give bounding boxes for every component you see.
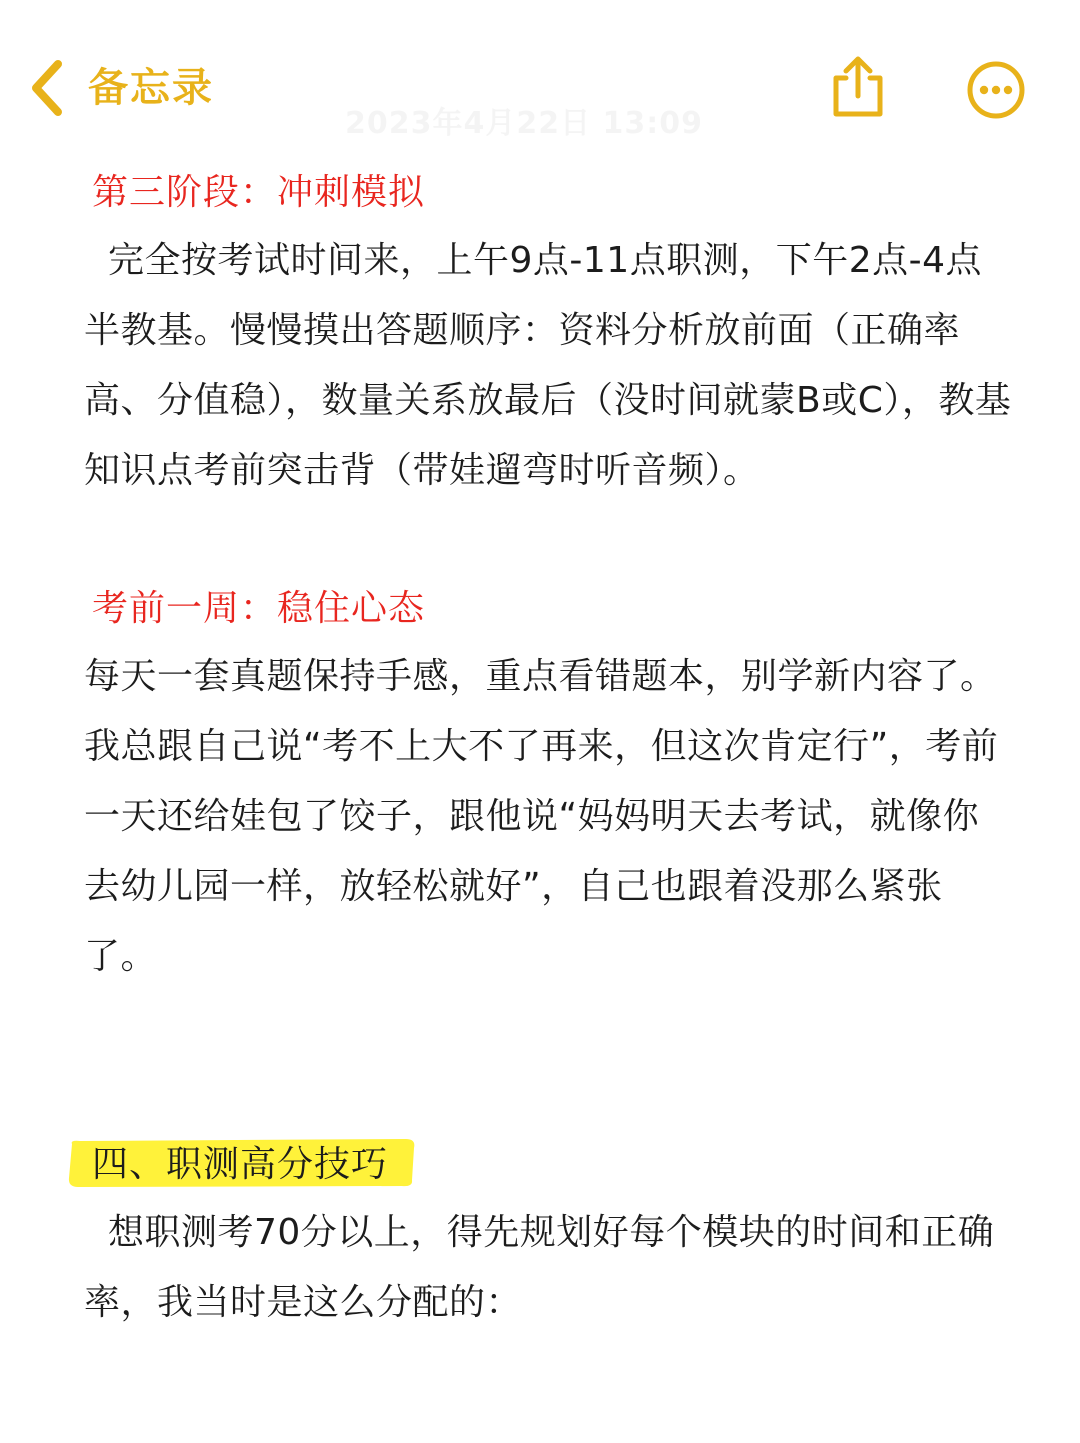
spacer bbox=[84, 992, 1014, 1132]
back-label: 备忘录 bbox=[88, 65, 214, 111]
more-button[interactable] bbox=[966, 60, 1026, 120]
share-icon bbox=[826, 54, 890, 120]
tips-heading-text: 四、职测高分技巧 bbox=[92, 1144, 389, 1185]
note-date bbox=[345, 98, 703, 142]
back-button[interactable] bbox=[28, 58, 214, 118]
week-paragraph: 每天一套真题保持手感，重点看错题本，别学新内容了。我总跟自己说“考不上大不了再来，但这次肯定行”，考前一天还给娃包了饺子，跟他说“妈妈明天去考试，就像你去幼儿园一样，放轻松就好”，自己也跟着没那么紧张了。 bbox=[84, 656, 999, 977]
chevron-left-icon bbox=[28, 58, 64, 118]
note-body[interactable] bbox=[84, 160, 1014, 1338]
share-button[interactable] bbox=[826, 54, 890, 120]
week-heading: 考前一周：稳住心态 bbox=[92, 588, 426, 629]
navigation-bar bbox=[0, 0, 1080, 150]
stage3-paragraph: 完全按考试时间来，上午9点-11点职测，下午2点-4点半教基。慢慢摸出答题顺序：资料分析放前面（正确率高、分值稳），数量关系放最后（没时间就蒙B或C），教基知识点考前突击背（带娃遛弯时听音频）。 bbox=[84, 240, 1012, 491]
stage3-heading: 第三阶段：冲刺模拟 bbox=[92, 172, 426, 213]
spacer bbox=[84, 506, 1014, 576]
tips-paragraph: 想职测考70分以上，得先规划好每个模块的时间和正确率，我当时是这么分配的： bbox=[84, 1212, 995, 1323]
more-icon bbox=[966, 60, 1026, 120]
tips-heading bbox=[66, 1132, 388, 1198]
